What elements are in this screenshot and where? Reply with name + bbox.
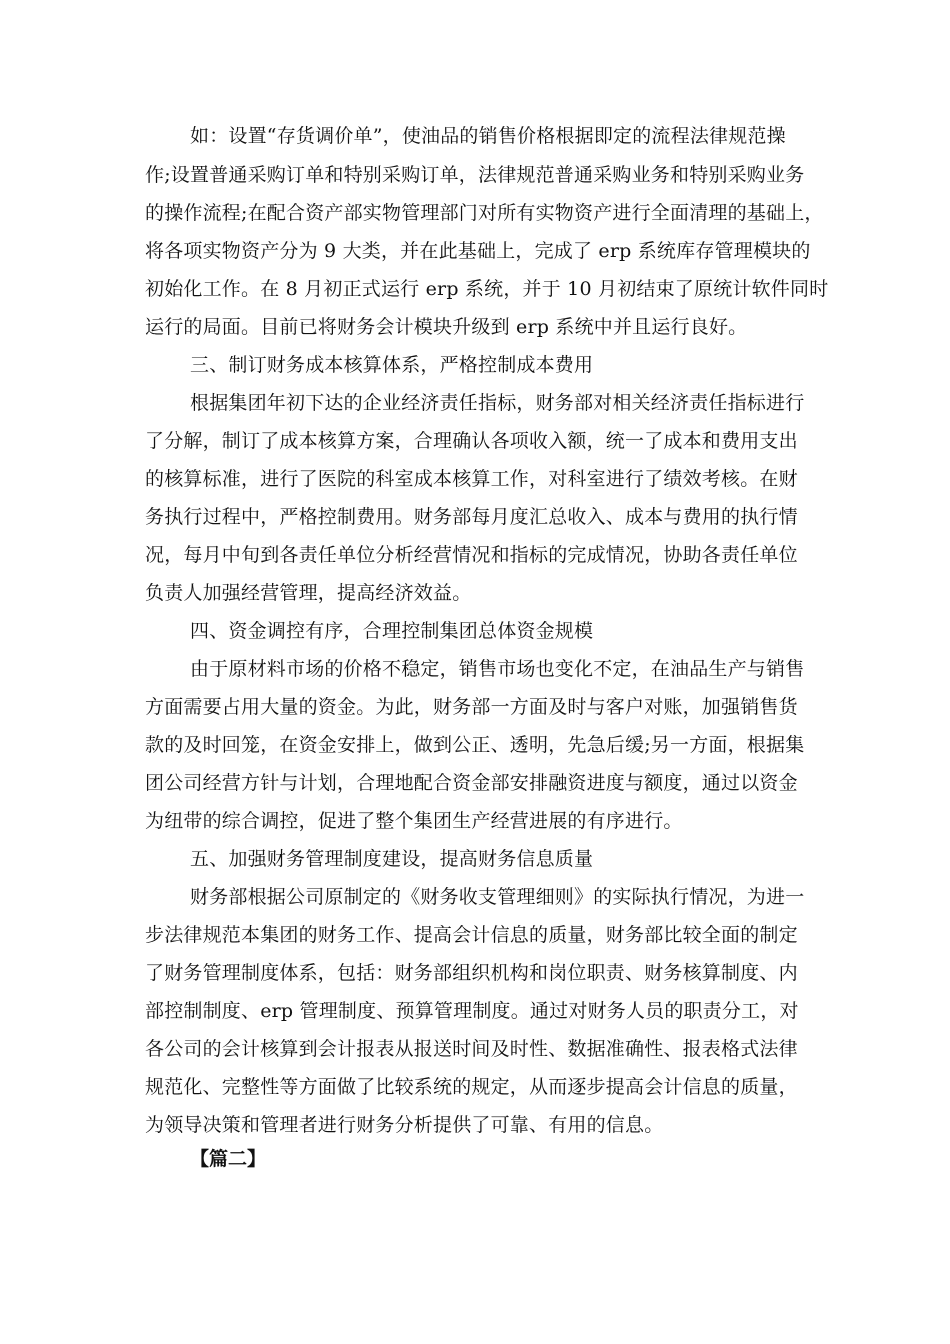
paragraph-line: 方面需要占用大量的资金。为此，财务部一方面及时与客户对账，加强销售货	[145, 696, 798, 718]
paragraph-line: 如：设置“存货调价单”，使油品的销售价格根据即定的流程法律规范操	[190, 125, 786, 147]
section-heading: 四、资金调控有序，合理控制集团总体资金规模	[190, 620, 594, 642]
paragraph-line: 团公司经营方针与计划，合理地配合资金部安排融资进度与额度，通过以资金	[145, 772, 798, 794]
paragraph-line: 根据集团年初下达的企业经济责任指标，财务部对相关经济责任指标进行	[190, 392, 805, 414]
paragraph-line: 的核算标准，进行了医院的科室成本核算工作，对科室进行了绩效考核。在财	[145, 468, 798, 490]
paragraph-line: 负责人加强经营管理，提高经济效益。	[145, 582, 472, 604]
paragraph-line: 况，每月中旬到各责任单位分析经营情况和指标的完成情况，协助各责任单位	[145, 544, 798, 566]
paragraph-line: 为纽带的综合调控，促进了整个集团生产经营进展的有序进行。	[145, 810, 683, 832]
paragraph-line: 款的及时回笼，在资金安排上，做到公正、透明，先急后缓;另一方面，根据集	[145, 734, 805, 756]
paragraph-line: 步法律规范本集团的财务工作、提高会计信息的质量，财务部比较全面的制定	[145, 924, 798, 946]
paragraph-line: 运行的局面。目前已将财务会计模块升级到 erp 系统中并且运行良好。	[145, 316, 748, 338]
section-marker: 【篇二】	[190, 1148, 267, 1170]
paragraph-line: 的操作流程;在配合资产部实物管理部门对所有实物资产进行全面清理的基础上，	[145, 202, 824, 224]
paragraph-line: 了分解，制订了成本核算方案，合理确认各项收入额，统一了成本和费用支出	[145, 430, 798, 452]
paragraph-line: 由于原材料市场的价格不稳定，销售市场也变化不定，在油品生产与销售	[190, 658, 805, 680]
paragraph-line: 各公司的会计核算到会计报表从报送时间及时性、数据准确性、报表格式法律	[145, 1038, 798, 1060]
section-heading: 三、制订财务成本核算体系，严格控制成本费用	[190, 354, 594, 376]
paragraph-line: 为领导决策和管理者进行财务分析提供了可靠、有用的信息。	[145, 1114, 664, 1136]
paragraph-line: 将各项实物资产分为 9 大类，并在此基础上，完成了 erp 系统库存管理模块的	[145, 240, 811, 262]
paragraph-line: 务执行过程中，严格控制费用。财务部每月度汇总收入、成本与费用的执行情	[145, 506, 798, 528]
paragraph-line: 了财务管理制度体系，包括：财务部组织机构和岗位职责、财务核算制度、内	[145, 962, 798, 984]
paragraph-line: 作;设置普通采购订单和特别采购订单，法律规范普通采购业务和特别采购业务	[145, 164, 805, 186]
paragraph-line: 财务部根据公司原制定的《财务收支管理细则》的实际执行情况，为进一	[190, 886, 805, 908]
paragraph-line: 初始化工作。在 8 月初正式运行 erp 系统，并于 10 月初结束了原统计软件同时	[145, 278, 829, 300]
paragraph-line: 规范化、完整性等方面做了比较系统的规定，从而逐步提高会计信息的质量，	[145, 1076, 798, 1098]
section-heading: 五、加强财务管理制度建设，提高财务信息质量	[190, 848, 594, 870]
paragraph-line: 部控制制度、erp 管理制度、预算管理制度。通过对财务人员的职责分工，对	[145, 1000, 799, 1022]
